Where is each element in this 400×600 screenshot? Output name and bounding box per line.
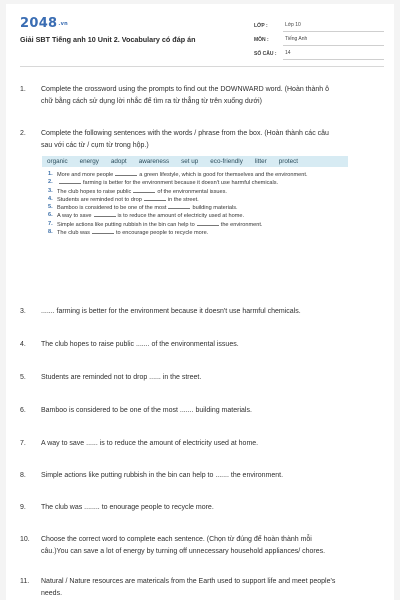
- question-4: [20, 339, 380, 351]
- word-box-item: organic: [47, 158, 68, 165]
- question-2: [20, 128, 380, 152]
- question-number: 3.: [20, 308, 26, 315]
- list-item-number: 3.: [48, 187, 53, 194]
- answer-blank: [92, 229, 114, 234]
- word-box-item: eco-friendly: [210, 158, 243, 165]
- question-3: [20, 306, 380, 318]
- meta-row-count: [254, 46, 384, 60]
- question-text: A way to save ...... is to reduce the amount of electricity used at home.: [41, 440, 259, 447]
- question-5: [20, 372, 380, 384]
- document-title: Giải SBT Tiếng anh 10 Unit 2. Vocabulary có đáp án: [20, 35, 196, 44]
- list-item-text: Simple actions like putting rubbish in the bin can help to: [57, 221, 195, 228]
- question-number: 7.: [20, 440, 26, 447]
- question-text: needs.: [41, 590, 63, 597]
- list-item: [48, 179, 348, 187]
- question-text: sau với các từ / cụm từ trong hộp.): [41, 142, 149, 149]
- list-item-number: 4.: [48, 195, 53, 202]
- question-10: [20, 534, 380, 558]
- list-item-text: the environment.: [220, 221, 263, 228]
- question-text: chữ bằng cách sử dụng lời nhắc để tìm ra từ thẳng từ trên xuống dưới): [41, 98, 262, 105]
- list-item: [48, 196, 348, 204]
- list-item-number: 2.: [48, 179, 53, 186]
- meta-value: 14: [283, 50, 384, 60]
- list-item-text: building materials.: [192, 205, 238, 212]
- question-number: 2.: [20, 130, 26, 137]
- list-item-text: of the environmental issues.: [157, 188, 227, 195]
- question-1: [20, 84, 380, 108]
- question-text: Complete the following sentences with the words / phrase from the box. (Hoàn thành các câu: [41, 130, 329, 137]
- logo-text: 2048: [20, 16, 58, 31]
- embedded-exercise-list: [48, 171, 348, 237]
- header-divider: [20, 66, 384, 67]
- answer-blank: [94, 212, 116, 217]
- answer-blank: [59, 179, 81, 184]
- question-text: Students are reminded not to drop ...... in the street.: [41, 374, 202, 381]
- question-11: [20, 576, 380, 600]
- meta-key: SỐ CÂU :: [254, 51, 277, 57]
- question-text: Natural / Nature resources are matericals from the Earth used to support life and meet people's: [41, 578, 336, 585]
- list-item: [48, 229, 348, 237]
- question-number: 4.: [20, 341, 26, 348]
- question-number: 11.: [20, 578, 30, 585]
- question-number: 6.: [20, 407, 26, 414]
- question-text: câu.)You can save a lot of energy by turning off unnecessary household appliances/ chores.: [41, 548, 326, 555]
- word-box: [42, 156, 348, 167]
- answer-blank: [115, 171, 137, 176]
- list-item-text: is to reduce the amount of electricity used at home.: [117, 213, 245, 220]
- question-text: Complete the crossword using the prompts to find out the DOWNWARD word. (Hoàn thành ô: [41, 86, 330, 93]
- list-item-number: 6.: [48, 212, 53, 219]
- list-item-text: in the street.: [167, 196, 199, 203]
- list-item-text: Bamboo is considered to be one of the most: [57, 205, 167, 212]
- word-box-item: awareness: [138, 158, 170, 165]
- word-box-item: adopt: [110, 158, 127, 165]
- list-item: [48, 221, 348, 229]
- meta-row-subject: [254, 32, 384, 46]
- logo-suffix: .vn: [58, 20, 69, 27]
- question-text: ....... farming is better for the environment because it doesn't use harmful chemicals.: [41, 308, 301, 315]
- list-item-number: 5.: [48, 204, 53, 211]
- meta-key: LỚP :: [254, 23, 268, 29]
- answer-blank: [197, 221, 219, 226]
- list-item-text: a green lifestyle, which is good for themselves and the environment.: [139, 172, 308, 178]
- meta-key: MÔN :: [254, 37, 269, 43]
- question-number: 8.: [20, 472, 26, 479]
- word-box-item: set up: [181, 158, 199, 165]
- word-box-item: litter: [254, 158, 267, 165]
- question-text: The club hopes to raise public ....... of the environmental issues.: [41, 341, 239, 348]
- question-number: 9.: [20, 504, 26, 511]
- question-text: Choose the correct word to complete each sentence. (Chọn từ đúng để hoàn thành mỗi: [41, 536, 312, 543]
- list-item-text: Students are reminded not to drop: [57, 196, 142, 203]
- list-item: [48, 171, 348, 179]
- list-item: [48, 204, 348, 212]
- document-page: [6, 4, 394, 600]
- list-item-text: More and more people: [57, 172, 114, 178]
- question-text: The club was ........ to enourage people to recycle more.: [41, 504, 214, 511]
- question-7: [20, 438, 380, 450]
- list-item: [48, 188, 348, 196]
- answer-blank: [168, 204, 190, 209]
- question-number: 1.: [20, 86, 26, 93]
- question-text: Bamboo is considered to be one of the most ....... building materials.: [41, 407, 252, 414]
- answer-blank: [133, 188, 155, 193]
- site-logo[interactable]: [20, 16, 68, 31]
- list-item-text: to encourage people to recycle more.: [115, 230, 209, 237]
- meta-value: Lớp 10: [283, 22, 384, 32]
- meta-row-class: [254, 18, 384, 32]
- list-item-text: The club was: [57, 230, 90, 237]
- answer-blank: [144, 196, 166, 201]
- list-item-number: 8.: [48, 229, 53, 236]
- word-box-item: energy: [79, 158, 99, 165]
- question-9: [20, 502, 380, 514]
- question-text: Simple actions like putting rubbish in the bin can help to ....... the environment.: [41, 472, 284, 479]
- question-6: [20, 405, 380, 417]
- meta-value: Tiếng Anh: [283, 36, 384, 46]
- meta-table: [254, 18, 384, 60]
- question-8: [20, 470, 380, 482]
- question-number: 5.: [20, 374, 26, 381]
- word-box-item: protect: [278, 158, 299, 165]
- question-number: 10.: [20, 536, 30, 543]
- list-item-number: 7.: [48, 220, 53, 227]
- list-item-number: 1.: [48, 171, 53, 177]
- list-item-text: The club hopes to raise public: [57, 188, 132, 195]
- list-item-text: farming is better for the environment because it doesn't use harmful chemicals.: [83, 180, 279, 187]
- list-item-text: A way to save: [57, 213, 92, 220]
- list-item: [48, 212, 348, 220]
